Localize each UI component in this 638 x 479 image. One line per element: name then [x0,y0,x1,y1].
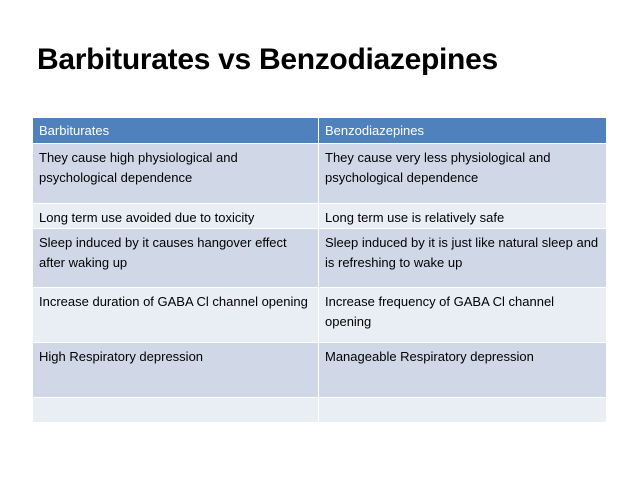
table-row [33,204,607,229]
table-cell-empty [319,398,607,423]
table-row [33,288,607,343]
table-cell: Sleep induced by it causes hangover effect after waking up [33,229,319,288]
table-cell: They cause high physiological and psychological dependence [33,144,319,204]
table-cell-empty [33,398,319,423]
table-cell: Long term use avoided due to toxicity [33,204,319,229]
table-row [33,144,607,204]
table-cell: Long term use is relatively safe [319,204,607,229]
table-cell: Increase frequency of GABA Cl channel opening [319,288,607,343]
comparison-table [32,117,607,423]
table-cell: Manageable Respiratory depression [319,343,607,398]
table-cell: Sleep induced by it is just like natural sleep and is refreshing to wake up [319,229,607,288]
table-cell: Increase duration of GABA Cl channel opening [33,288,319,343]
table-cell: They cause very less physiological and psychological dependence [319,144,607,204]
table-header-row [33,118,607,144]
table-row [33,343,607,398]
table-cell: High Respiratory depression [33,343,319,398]
slide-title: Barbiturates vs Benzodiazepines [37,43,498,76]
table-row [33,229,607,288]
header-barbiturates: Barbiturates [33,118,319,144]
table-row-empty [33,398,607,423]
header-benzodiazepines: Benzodiazepines [319,118,607,144]
